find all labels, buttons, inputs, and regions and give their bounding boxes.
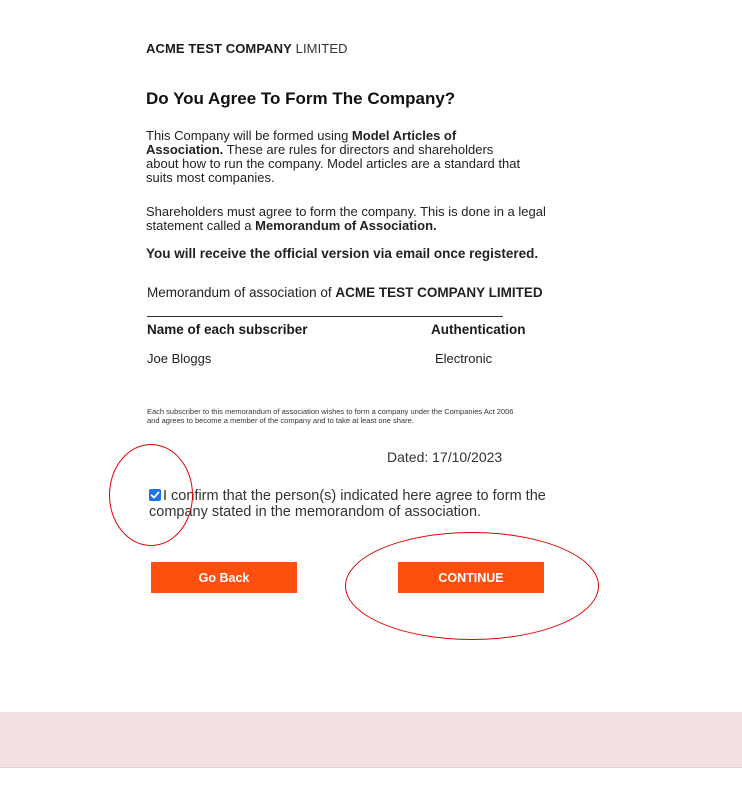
shareholders-text-1: Shareholders must agree to form the company. This is done in a legal statement called a: [146, 204, 546, 233]
company-name-bold: ACME TEST COMPANY: [146, 41, 292, 56]
subscriber-authentication: Electronic: [435, 351, 493, 366]
memorandum-company: ACME TEST COMPANY LIMITED: [335, 285, 543, 300]
shareholders-text: [146, 205, 556, 233]
memorandum-fineprint: Each subscriber to this memorandum of association wishes to form a company under the Companies Act 2006 and agrees to become a member of the company and to take at least one share.: [147, 407, 514, 425]
subscriber-name: Joe Bloggs: [147, 351, 212, 366]
go-back-button[interactable]: Go Back: [151, 562, 297, 593]
memorandum-bold: Memorandum of Association.: [255, 218, 437, 233]
footer-band: [0, 712, 742, 767]
confirm-checkbox[interactable]: [149, 489, 161, 501]
model-articles-bold: Model Articles of Association.: [146, 128, 457, 157]
divider: [147, 316, 503, 317]
continue-button[interactable]: CONTINUE: [398, 562, 544, 593]
page-title: Do You Agree To Form The Company?: [146, 89, 456, 108]
model-articles-text: [146, 129, 526, 185]
company-name-suffix: LIMITED: [295, 41, 348, 56]
dated-text: Dated: 17/10/2023: [387, 449, 503, 465]
memorandum-prefix: Memorandum of association of: [147, 285, 336, 300]
official-version-notice: You will receive the official version via email once registered.: [146, 246, 539, 261]
company-name: [146, 41, 348, 56]
subscriber-column-header: Name of each subscriber: [147, 322, 308, 337]
authentication-column-header: Authentication: [431, 322, 526, 337]
confirm-row[interactable]: [149, 488, 569, 520]
confirm-label[interactable]: I confirm that the person(s) indicated here agree to form the company stated in the memorandom of association.: [149, 488, 546, 520]
intro-text-2: These are rules for directors and shareholders about how to run the company. Model articles are a standard that suits most companies.: [146, 142, 521, 185]
footer-divider: [0, 767, 742, 768]
intro-text-1: This Company will be formed using: [146, 128, 352, 143]
checkmark-icon: [150, 490, 160, 500]
memorandum-title: [147, 285, 543, 300]
